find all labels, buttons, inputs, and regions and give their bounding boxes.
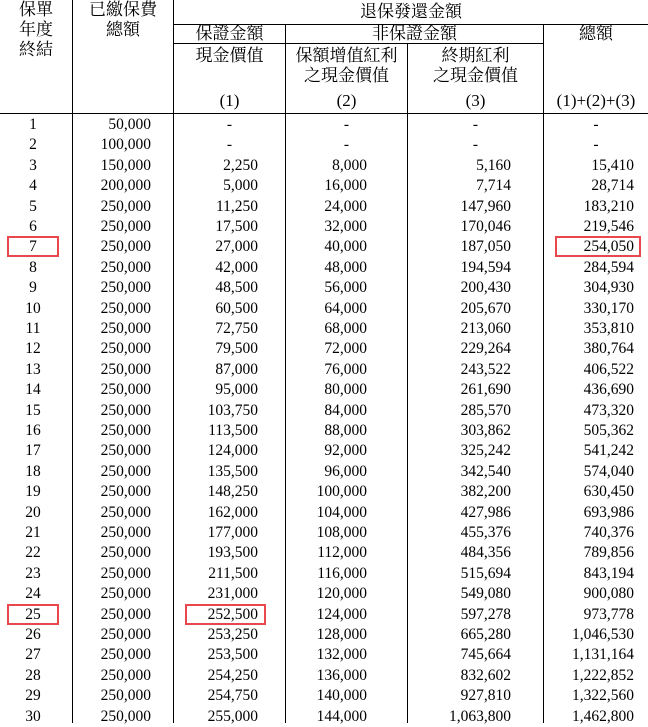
reversionary-bonus-cell: 140,000 (316, 687, 367, 705)
premium-total-cell: 150,000 (100, 156, 151, 174)
premium-total-cell: 100,000 (100, 136, 151, 154)
terminal-bonus-cell: 229,264 (460, 340, 511, 358)
premium-total-cell: 250,000 (100, 442, 151, 460)
premium-total-cell: 50,000 (108, 116, 151, 133)
highlight-box (7, 604, 59, 625)
policy-year-cell: 4 (29, 177, 37, 195)
cash-value-cell: 42,000 (215, 258, 258, 276)
terminal-bonus-cell: 745,664 (460, 646, 511, 664)
policy-year-cell: 13 (25, 360, 41, 378)
premium-total-cell: 250,000 (100, 564, 151, 582)
policy-year-cell: 22 (25, 544, 41, 562)
reversionary-bonus-cell: 84,000 (324, 401, 367, 419)
cash-value-cell: 48,500 (215, 279, 258, 297)
premium-total-cell: 250,000 (100, 299, 151, 317)
policy-year-cell: 16 (25, 422, 41, 439)
terminal-bonus-cell: 170,046 (460, 218, 511, 235)
terminal-bonus-cell: 261,690 (460, 381, 511, 399)
policy-year-cell: 25 (25, 605, 41, 623)
reversionary-bonus-cell: 128,000 (316, 626, 367, 643)
policy-year-cell: 2 (29, 136, 37, 154)
policy-year-cell: 17 (25, 442, 41, 460)
total-cell: 219,546 (583, 218, 634, 235)
premium-total-cell: 250,000 (100, 646, 151, 664)
policy-year-cell: 12 (25, 340, 41, 358)
cash-value-cell: 193,500 (207, 544, 258, 562)
reversionary-bonus-cell: 68,000 (324, 320, 367, 337)
cash-value-cell: 79,500 (215, 340, 258, 358)
premium-total-cell: 250,000 (100, 544, 151, 562)
header-non-guaranteed: 非保證金額 (372, 24, 457, 44)
terminal-bonus-cell: 515,694 (460, 564, 511, 582)
total-cell: 505,362 (583, 422, 634, 439)
cash-value-cell: 17,500 (215, 218, 258, 235)
premium-total-cell: 250,000 (100, 422, 151, 439)
terminal-bonus-cell: 484,356 (460, 544, 511, 562)
cash-value-cell: 177,000 (207, 524, 258, 541)
premium-total-cell: 250,000 (100, 524, 151, 541)
reversionary-bonus-cell: 16,000 (324, 177, 367, 195)
header-premium-total: 已繳保費 總額 (89, 0, 157, 40)
total-cell: 541,242 (583, 442, 634, 460)
terminal-bonus-cell: 147,960 (460, 197, 511, 215)
reversionary-bonus-cell: 88,000 (324, 422, 367, 439)
total-cell: - (593, 116, 599, 133)
cash-value-cell: 254,250 (207, 666, 258, 684)
premium-total-cell: 250,000 (100, 320, 151, 337)
reversionary-bonus-cell: 132,000 (316, 646, 367, 664)
terminal-bonus-cell: 213,060 (460, 320, 511, 337)
reversionary-bonus-cell: 92,000 (324, 442, 367, 460)
premium-total-cell: 250,000 (100, 381, 151, 399)
terminal-bonus-cell: 205,670 (460, 299, 511, 317)
terminal-bonus-cell: 5,160 (476, 156, 511, 174)
total-cell: 353,810 (583, 320, 634, 337)
premium-total-cell: 250,000 (100, 197, 151, 215)
cash-value-cell: 253,500 (207, 646, 258, 664)
header-note-1: (1) (219, 91, 240, 110)
terminal-bonus-cell: 832,602 (460, 666, 511, 684)
total-cell: 574,040 (583, 462, 634, 480)
terminal-bonus-cell: - (472, 136, 479, 154)
total-cell: 28,714 (591, 177, 634, 195)
total-cell: - (593, 136, 599, 154)
total-cell: 304,930 (583, 279, 634, 297)
header-total: 總額 (579, 24, 613, 44)
terminal-bonus-cell: - (472, 116, 479, 133)
premium-total-cell: 250,000 (100, 687, 151, 705)
header-note-2: (2) (336, 91, 357, 110)
highlight-box (185, 604, 266, 625)
total-cell: 330,170 (583, 299, 634, 317)
header-reversionary-bonus: 保額增值紅利 之現金價值 (295, 46, 398, 86)
header-note-total: (1)+(2)+(3) (556, 91, 636, 110)
cash-value-cell: 253,250 (207, 626, 258, 643)
premium-total-cell: 250,000 (100, 585, 151, 603)
premium-total-cell: 250,000 (100, 279, 151, 297)
terminal-bonus-cell: 200,430 (460, 279, 511, 297)
reversionary-bonus-cell: 72,000 (324, 340, 367, 358)
cash-value-cell: 87,000 (215, 360, 258, 378)
policy-year-cell: 20 (25, 503, 41, 521)
policy-year-cell: 14 (25, 381, 41, 399)
reversionary-bonus-cell: 48,000 (324, 258, 367, 276)
total-cell: 380,764 (583, 340, 634, 358)
total-cell: 436,690 (583, 381, 634, 399)
total-cell: 1,222,852 (572, 666, 634, 684)
terminal-bonus-cell: 455,376 (460, 524, 511, 541)
terminal-bonus-cell: 342,540 (460, 462, 511, 480)
terminal-bonus-cell: 665,280 (460, 626, 511, 643)
premium-total-cell: 250,000 (100, 360, 151, 378)
total-cell: 630,450 (583, 483, 634, 501)
cash-value-cell: 254,750 (207, 687, 258, 705)
premium-total-cell: 200,000 (100, 177, 151, 195)
reversionary-bonus-cell: 56,000 (324, 279, 367, 297)
reversionary-bonus-cell: 8,000 (332, 156, 367, 174)
cash-value-cell: - (226, 116, 233, 133)
policy-year-cell: 10 (25, 299, 41, 317)
premium-total-cell: 250,000 (100, 462, 151, 480)
cash-value-cell: 135,500 (207, 462, 258, 480)
policy-year-cell: 23 (25, 564, 41, 582)
cash-value-cell: 95,000 (215, 381, 258, 399)
cash-value-cell: 11,250 (215, 197, 258, 215)
total-cell: 900,080 (583, 585, 634, 603)
cash-value-cell: 103,750 (207, 401, 258, 419)
highlight-box (555, 236, 641, 257)
policy-year-cell: 26 (25, 626, 41, 643)
reversionary-bonus-cell: - (343, 136, 350, 154)
total-cell: 1,046,530 (572, 626, 634, 643)
terminal-bonus-cell: 927,810 (460, 687, 511, 705)
terminal-bonus-cell: 285,570 (460, 401, 511, 419)
reversionary-bonus-cell: 144,000 (316, 707, 367, 725)
policy-year-cell: 29 (25, 687, 41, 705)
total-cell: 406,522 (583, 360, 634, 378)
premium-total-cell: 250,000 (100, 666, 151, 684)
reversionary-bonus-cell: 104,000 (316, 503, 367, 521)
cash-value-cell: 252,500 (207, 605, 258, 623)
policy-year-cell: 9 (29, 279, 37, 297)
policy-year-cell: 18 (25, 462, 41, 480)
reversionary-bonus-cell: 40,000 (324, 238, 367, 256)
terminal-bonus-cell: 187,050 (460, 238, 511, 256)
policy-year-cell: 8 (29, 258, 37, 276)
cash-value-cell: 72,750 (215, 320, 258, 337)
total-cell: 473,320 (583, 401, 634, 419)
cash-value-cell: 148,250 (207, 483, 258, 501)
total-cell: 693,986 (583, 503, 634, 521)
header-terminal-bonus: 終期紅利 之現金價值 (433, 46, 518, 86)
header-policy-year: 保單 年度 終結 (19, 0, 53, 60)
reversionary-bonus-cell: 136,000 (316, 666, 367, 684)
cash-value-cell: - (226, 136, 233, 154)
policy-year-cell: 19 (25, 483, 41, 501)
total-cell: 973,778 (583, 605, 634, 623)
total-cell: 789,856 (583, 544, 634, 562)
premium-total-cell: 250,000 (100, 238, 151, 256)
terminal-bonus-cell: 597,278 (460, 605, 511, 623)
total-cell: 843,194 (583, 564, 634, 582)
policy-year-cell: 7 (29, 238, 37, 256)
terminal-bonus-cell: 303,862 (460, 422, 511, 439)
total-cell: 740,376 (583, 524, 634, 541)
total-cell: 284,594 (583, 258, 634, 276)
terminal-bonus-cell: 427,986 (460, 503, 511, 521)
policy-year-cell: 15 (25, 401, 41, 419)
reversionary-bonus-cell: 116,000 (317, 564, 367, 582)
reversionary-bonus-cell: 124,000 (316, 605, 367, 623)
premium-total-cell: 250,000 (100, 483, 151, 501)
cash-value-cell: 113,500 (208, 422, 258, 439)
premium-total-cell: 250,000 (100, 218, 151, 235)
terminal-bonus-cell: 549,080 (460, 585, 511, 603)
header-surrender-value: 退保發還金額 (360, 2, 462, 22)
total-cell: 183,210 (583, 197, 634, 215)
reversionary-bonus-cell: 80,000 (324, 381, 367, 399)
policy-year-cell: 6 (29, 218, 37, 235)
cash-value-cell: 60,500 (215, 299, 258, 317)
terminal-bonus-cell: 382,200 (460, 483, 511, 501)
terminal-bonus-cell: 194,594 (460, 258, 511, 276)
total-cell: 1,322,560 (572, 687, 634, 705)
premium-total-cell: 250,000 (100, 605, 151, 623)
policy-year-cell: 5 (29, 197, 37, 215)
reversionary-bonus-cell: 96,000 (324, 462, 367, 480)
cash-value-cell: 2,250 (223, 156, 258, 174)
reversionary-bonus-cell: 108,000 (316, 524, 367, 541)
reversionary-bonus-cell: 76,000 (324, 360, 367, 378)
reversionary-bonus-cell: 100,000 (316, 483, 367, 501)
premium-total-cell: 250,000 (100, 401, 151, 419)
total-cell: 254,050 (583, 238, 634, 256)
premium-total-cell: 250,000 (100, 503, 151, 521)
total-cell: 1,462,800 (572, 707, 634, 725)
reversionary-bonus-cell: 64,000 (324, 299, 367, 317)
cash-value-cell: 231,000 (207, 585, 258, 603)
policy-year-cell: 3 (29, 156, 37, 174)
reversionary-bonus-cell: 112,000 (317, 544, 367, 562)
reversionary-bonus-cell: 120,000 (316, 585, 367, 603)
reversionary-bonus-cell: - (343, 116, 350, 133)
cash-value-cell: 255,000 (207, 707, 258, 725)
policy-year-cell: 1 (29, 116, 37, 133)
header-cash-value: 現金價值 (195, 46, 264, 66)
reversionary-bonus-cell: 24,000 (324, 197, 367, 215)
cash-value-cell: 211,500 (208, 564, 258, 582)
premium-total-cell: 250,000 (100, 626, 151, 643)
policy-year-cell: 11 (25, 320, 41, 337)
cash-value-cell: 124,000 (207, 442, 258, 460)
total-cell: 1,131,164 (572, 646, 634, 664)
terminal-bonus-cell: 243,522 (460, 360, 511, 378)
premium-total-cell: 250,000 (100, 707, 151, 725)
policy-year-cell: 24 (25, 585, 41, 603)
premium-total-cell: 250,000 (100, 340, 151, 358)
premium-total-cell: 250,000 (100, 258, 151, 276)
cash-value-cell: 5,000 (223, 177, 258, 195)
policy-year-cell: 28 (25, 666, 41, 684)
cash-value-cell: 27,000 (215, 238, 258, 256)
header-guaranteed: 保證金額 (195, 24, 264, 44)
reversionary-bonus-cell: 32,000 (324, 218, 367, 235)
terminal-bonus-cell: 7,714 (476, 177, 511, 195)
policy-year-cell: 30 (25, 707, 41, 725)
cash-value-cell: 162,000 (207, 503, 258, 521)
policy-year-cell: 21 (25, 524, 41, 541)
header-bottom-rule (0, 113, 648, 114)
highlight-box (7, 236, 59, 257)
terminal-bonus-cell: 325,242 (460, 442, 511, 460)
policy-year-cell: 27 (25, 646, 41, 664)
header-note-3: (3) (465, 91, 486, 110)
total-cell: 15,410 (591, 156, 634, 174)
terminal-bonus-cell: 1,063,800 (449, 707, 511, 725)
